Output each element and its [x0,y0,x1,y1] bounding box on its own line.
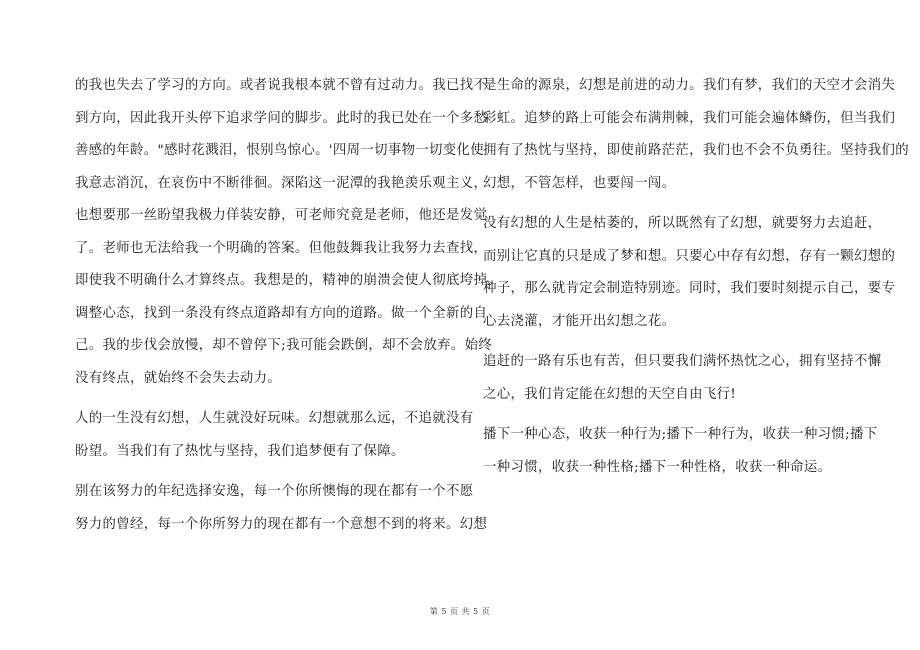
text-line: 心去浇灌，才能开出幻想之花。 [483,313,676,329]
text-line: 也想要那一丝盼望我极力佯装安静，可老师究竟是老师，他还是发觉 [75,208,488,223]
text-line: 善感的年龄。"感时花溅泪，恨别鸟惊心。'四周一切事物一切变化使 [75,143,485,158]
text-line: 拥有了热忱与坚持，即使前路茫茫，我们也不会不负勇往。坚持我们的 [483,143,909,158]
text-line: 一种习惯，收获一种性格;播下一种性格，收获一种命运。 [483,459,832,475]
text-line: 调整心态，找到一条没有终点道路却有方向的道路。做一个全新的自 [75,305,488,321]
paragraph [483,419,878,484]
text-line: 没有终点，就始终不会失去动力。 [75,370,282,386]
text-line: 没有幻想的人生是枯萎的，所以既然有了幻想，就要努力去追赶， [483,216,882,231]
text-line: 即使我不明确什么才算终点。我想是的，精神的崩溃会使人彻底垮掉。 [75,273,501,288]
left-column [75,70,501,541]
paragraph [483,208,896,338]
text-line: 播下一种心态，收获一种行为;播下一种行为，收获一种习惯;播下 [483,427,878,442]
page-number: 第 5 页 共 5 页 [429,607,491,616]
text-line: 别在该努力的年纪选择安逸，每一个你所懊悔的现在都有一个不愿 [75,484,474,499]
paragraph [483,346,882,411]
text-line: 彩虹。追梦的路上可能会布满荆棘，我们可能会遍体鳞伤，但当我们 [483,110,896,126]
text-line: 追赶的一路有乐也有苦，但只要我们满怀热忱之心，拥有坚持不懈 [483,354,882,369]
paragraph [75,403,474,468]
text-line: 我意志消沉，在哀伤中不断徘徊。深陷这一泥潭的我艳羡乐观主义， [75,175,488,191]
text-line: 己。我的步伐会放慢，却不曾停下;我可能会跌倒，却不会放弃。始终 [75,338,493,353]
paragraph [483,70,909,200]
text-line: 的我也失去了学习的方向。或者说我根本就不曾有过动力。我已找不 [75,78,488,93]
text-line: 之心，我们肯定能在幻想的天空自由飞行! [483,386,737,402]
text-line: 是生命的源泉，幻想是前进的动力。我们有梦，我们的天空才会消失 [483,78,896,93]
text-line: 而别让它真的只是成了梦和想。只要心中存有幻想，存有一颗幻想的 [483,248,896,264]
right-column [483,70,909,484]
text-line: 盼望。当我们有了热忱与坚持，我们追梦便有了保障。 [75,443,405,459]
text-line: 幻想，不管怎样，也要闯一闯。 [483,175,676,191]
text-line: 种子，那么就肯定会制造特别迹。同时，我们要时刻提示自己，要专 [483,281,896,296]
text-line: 努力的曾经，每一个你所努力的现在都有一个意想不到的将来。幻想 [75,516,488,532]
paragraph [75,70,501,395]
text-line: 到方向，因此我开头停下追求学问的脚步。此时的我已处在一个多愁 [75,110,488,126]
text-line: 人的一生没有幻想，人生就没好玩味。幻想就那么远，不追就没有 [75,411,474,426]
paragraph [75,476,488,541]
text-line: 了。老师也无法给我一个明确的答案。但他鼓舞我让我努力去查找， [75,240,488,256]
